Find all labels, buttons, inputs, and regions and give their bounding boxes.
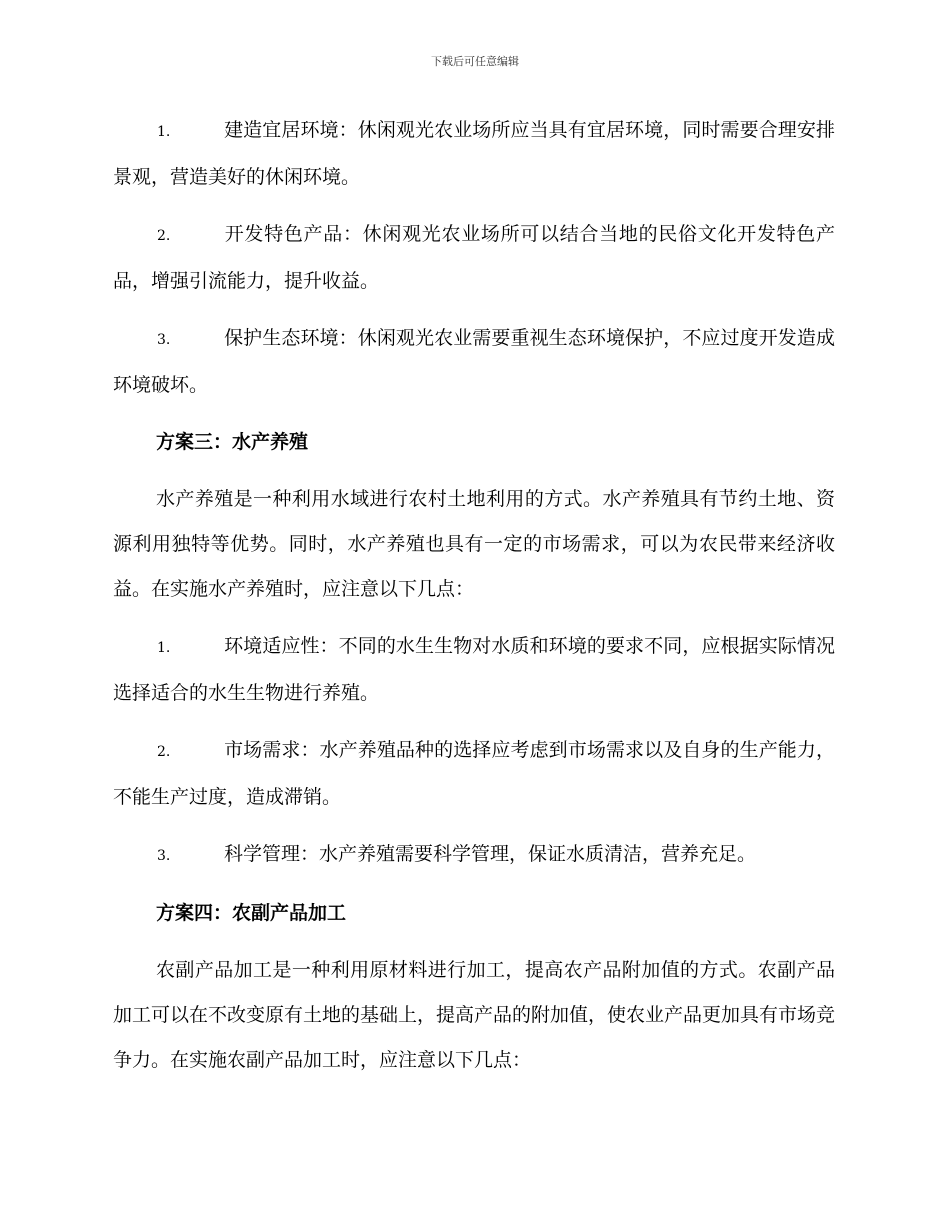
list-item [113,108,835,200]
header-note: 下载后可任意编辑 [431,55,519,68]
list-item-text: 市场需求：水产养殖品种的选择应考虑到市场需求以及自身的生产能力，不能生产过度，造成滞销。 [113,739,835,808]
document-body [113,108,835,1095]
list-item-text: 建造宜居环境：休闲观光农业场所应当具有宜居环境，同时需要合理安排景观，营造美好的休闲环境。 [113,119,835,188]
list-item-text: 环境适应性：不同的水生生物对水质和环境的要求不同，应根据实际情况选择适合的水生生物进行养殖。 [113,635,835,704]
section-intro-paragraph: 水产养殖是一种利用水域进行农村土地利用的方式。水产养殖具有节约土地、资源利用独特等优势。同时，水产养殖也具有一定的市场需求，可以为农民带来经济收益。在实施水产养殖时，应注意以下几点： [113,488,835,600]
list-item-text: 开发特色产品：休闲观光农业场所可以结合当地的民俗文化开发特色产品，增强引流能力，提升收益。 [113,223,835,292]
section-intro-paragraph: 农副产品加工是一种利用原材料进行加工，提高农产品附加值的方式。农副产品加工可以在不改变原有土地的基础上，提高产品的附加值，使农业产品更加具有市场竞争力。在实施农副产品加工时，应注意以下几点： [113,959,836,1071]
list-item-number: 3. [157,848,171,864]
section-heading-processing: 方案四：农副产品加工 [156,902,347,924]
list-item-number: 2. [157,228,171,244]
list-item [113,316,835,408]
list-item-number: 1. [157,124,171,140]
list-item [113,624,835,716]
list-item [113,212,835,304]
list-item-text: 保护生态环境：休闲观光农业需要重视生态环境保护，不应过度开发造成环境破坏。 [113,327,835,396]
list-item-number: 1. [157,640,171,656]
list-item-number: 2. [157,744,171,760]
list-item [113,728,835,820]
section-heading-aquaculture: 方案三：水产养殖 [156,431,309,453]
list-item-number: 3. [157,332,171,348]
list-item-text: 科学管理：水产养殖需要科学管理，保证水质清洁，营养充足。 [224,843,757,865]
list-item [113,832,835,879]
